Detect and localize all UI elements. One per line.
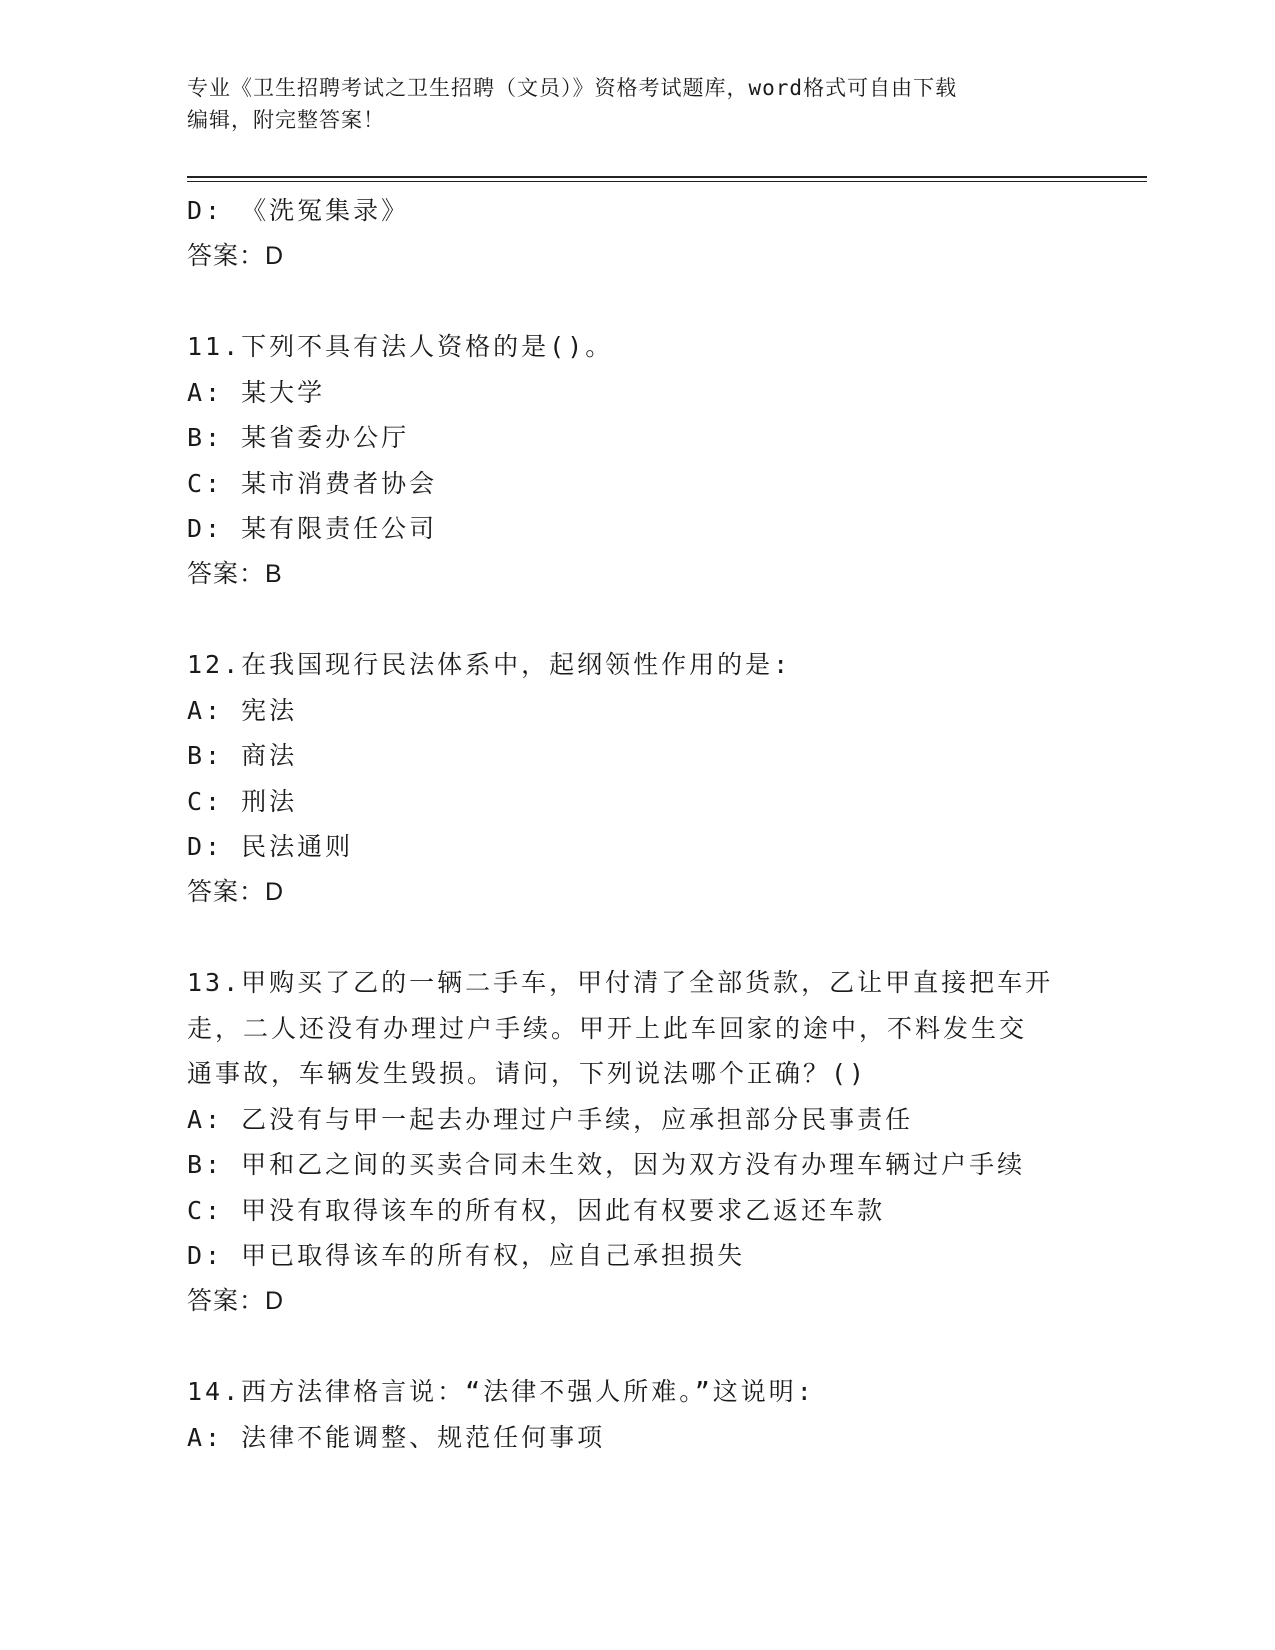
option-d: D: 《洗冤集录》 [187,196,410,225]
option-a: A: 法律不能调整、规范任何事项 [187,1422,606,1452]
answer-line: 答案：D [187,241,285,270]
option-b: B: 某省委办公厅 [187,423,410,452]
question-stem: 11.下列不具有法人资格的是()。 [187,332,614,361]
question-stem: 14.西方法律格言说：“法律不强人所难。”这说明: [187,1377,815,1406]
question-stem-line-3: 通事故，车辆发生毁损。请问，下列说法哪个正确？() [187,1059,868,1088]
document-header [187,72,1087,136]
option-a: A: 某大学 [187,377,326,407]
question-stem-line-2: 走，二人还没有办理过户手续。甲开上此车回家的途中，不料发生交 [187,1013,1028,1043]
answer-line: 答案：D [187,877,285,906]
answer-line: 答案：D [187,1286,285,1315]
option-b: B: 商法 [187,741,298,770]
header-rule-thin [187,181,1147,182]
question-stem-line-1: 13.甲购买了乙的一辆二手车，甲付清了全部货款，乙让甲直接把车开 [187,968,1054,997]
option-d: D: 民法通则 [187,832,354,861]
option-c: C: 甲没有取得该车的所有权，因此有权要求乙返还车款 [187,1195,886,1225]
option-c: C: 某市消费者协会 [187,468,438,498]
option-b: B: 甲和乙之间的买卖合同未生效，因为双方没有办理车辆过户手续 [187,1150,1026,1179]
header-line-2: 编辑，附完整答案！ [187,108,385,132]
question-13 [187,960,1147,1324]
question-14 [187,1369,1147,1460]
header-line-1: 专业《卫生招聘考试之卫生招聘（文员）》资格考试题库，word格式可自由下载 [187,76,958,100]
option-a: A: 宪法 [187,695,298,725]
previous-question-tail [187,188,1147,279]
option-a: A: 乙没有与甲一起去办理过户手续，应承担部分民事责任 [187,1104,914,1134]
answer-line: 答案：B [187,559,283,588]
question-12 [187,642,1147,915]
option-d: D: 甲已取得该车的所有权，应自己承担损失 [187,1241,746,1270]
option-d: D: 某有限责任公司 [187,514,438,543]
header-rule-thick [187,176,1147,178]
question-11 [187,324,1147,597]
question-list [187,188,1147,1460]
option-c: C: 刑法 [187,786,298,816]
question-stem: 12.在我国现行民法体系中，起纲领性作用的是: [187,650,792,679]
